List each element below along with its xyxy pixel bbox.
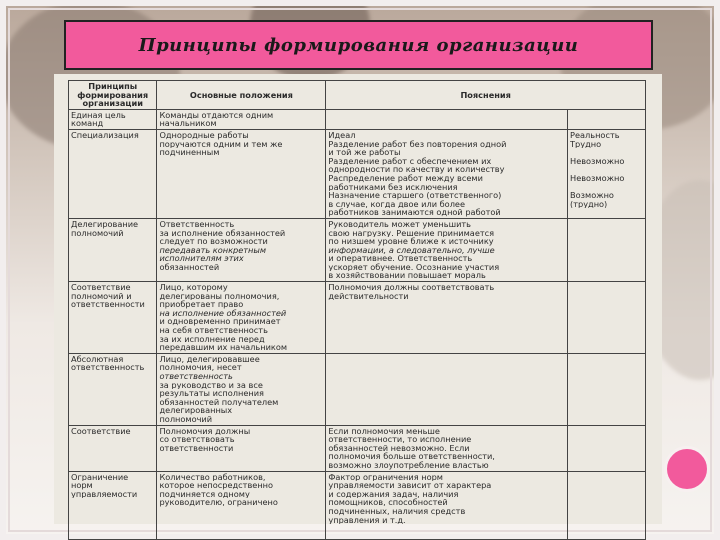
- cell-text-line: делегированных: [159, 406, 233, 415]
- header-explanations: Пояснения: [326, 81, 646, 110]
- cell-text-line: следует по возможности: [159, 237, 268, 246]
- principle-cell: [69, 471, 157, 539]
- table-row: [69, 109, 646, 129]
- slide-title: Принципы формирования организации: [138, 34, 579, 56]
- cell-text-line: обязанностей получателем: [159, 397, 279, 407]
- cell-text-line: ускоряет обучение. Осознание участия: [328, 262, 500, 272]
- cell-text-line: информации, а следовательно, лучше: [328, 245, 495, 255]
- cell-text-line: Разделение работ с обеспечением их: [328, 156, 492, 166]
- cell-text-line: Назначение старшего (ответственного): [328, 191, 502, 200]
- main-provision-cell: [157, 109, 326, 129]
- reality-cell: [568, 129, 646, 218]
- principle-cell: [69, 353, 157, 425]
- cell-text-line: действительности: [328, 291, 409, 301]
- table-row: [69, 425, 646, 471]
- cell-text-line: и одновременно принимает: [159, 317, 281, 327]
- cell-text-line: возможно злоупотребление властью: [328, 460, 489, 470]
- table-row: [69, 471, 646, 539]
- cell-text-line: Разделение работ без повторения одной: [328, 139, 507, 149]
- cell-text-line: делегированы полномочия,: [159, 291, 280, 301]
- cell-text-line: Абсолютная: [71, 354, 124, 364]
- cell-text-line: обязанностей: [159, 262, 220, 272]
- cell-text-line: Специализация: [71, 130, 139, 140]
- cell-text-line: Количество работников,: [159, 472, 266, 482]
- main-provision-cell: [157, 425, 326, 471]
- cell-text-line: и той же работы: [328, 148, 401, 157]
- cell-text-line: [570, 165, 643, 174]
- cell-text-line: исполнителям этих: [159, 254, 244, 263]
- cell-text-line: Полномочия должны соответствовать: [328, 283, 495, 292]
- cell-text-line: подчиненным: [159, 148, 220, 157]
- cell-text-line: со ответствовать: [159, 435, 235, 444]
- principle-cell: [69, 129, 157, 218]
- cell-text-line: Однородные работы: [159, 130, 249, 140]
- cell-text-line: Руководитель может уменьшить: [328, 219, 472, 229]
- cell-text-line: в хозяйствовании повышает мораль: [328, 271, 486, 281]
- cell-text-line: свою нагрузку. Решение принимается: [328, 228, 495, 238]
- cell-text-line: Распределение работ между всеми: [328, 173, 483, 183]
- cell-text-line: Ответственность: [159, 219, 235, 229]
- cell-text-line: Возможно: [570, 191, 614, 200]
- reality-cell: [568, 109, 646, 129]
- principle-cell: [69, 109, 157, 129]
- cell-text-line: [570, 148, 643, 157]
- cell-text-line: ответственности, то исполнение: [328, 435, 472, 444]
- cell-text-line: однородности по качеству и количеству: [328, 165, 505, 174]
- principle-cell: [69, 425, 157, 471]
- main-provision-cell: [157, 471, 326, 539]
- cell-text-line: команд: [71, 119, 104, 128]
- decorative-circle: [664, 446, 710, 492]
- cell-text-line: Невозможно: [570, 173, 625, 183]
- cell-text-line: передавать конкретным: [159, 245, 267, 255]
- cell-text-line: Идеал: [328, 130, 356, 140]
- cell-text-line: управляемости: [71, 489, 138, 499]
- cell-text-line: за их исполнение перед: [159, 334, 265, 344]
- explanation-cell: [326, 471, 568, 539]
- cell-text-line: полномочий: [159, 414, 213, 424]
- cell-text-line: Фактор ограничения норм: [328, 472, 443, 482]
- cell-text-line: Реальность: [570, 130, 620, 140]
- reality-cell: [568, 471, 646, 539]
- cell-text-line: на себя ответственность: [159, 326, 268, 335]
- cell-text-line: Трудно: [570, 139, 602, 149]
- cell-text-line: полномочия, несет: [159, 363, 242, 372]
- main-provision-cell: [157, 218, 326, 281]
- cell-text-line: Команды отдаются одним: [159, 110, 274, 120]
- cell-text-line: (трудно): [570, 199, 608, 209]
- cell-text-line: подчиненных, наличия средств: [328, 506, 466, 516]
- cell-text-line: помощников, способностей: [328, 498, 448, 507]
- reality-cell: [568, 425, 646, 471]
- table-row: [69, 218, 646, 281]
- main-provision-cell: [157, 129, 326, 218]
- explanation-cell: [326, 353, 568, 425]
- cell-text-line: приобретает право: [159, 300, 244, 309]
- cell-text-line: ответственности: [71, 300, 145, 309]
- header-principles: Принципы формирования организации: [69, 81, 157, 110]
- cell-text-line: передавшим их начальником: [159, 343, 288, 352]
- table-header-row: [69, 81, 646, 110]
- cell-text-line: управляемости зависит от характера: [328, 481, 492, 490]
- cell-text-line: и оперативнее. Ответственность: [328, 254, 473, 263]
- cell-text-line: [570, 183, 643, 192]
- cell-text-line: начальником: [159, 119, 217, 128]
- reality-cell: [568, 353, 646, 425]
- cell-text-line: управления и т.д.: [328, 515, 406, 525]
- principles-table: [68, 80, 646, 540]
- cell-text-line: работников занимаются одной работой: [328, 208, 501, 217]
- cell-text-line: ответственность: [71, 363, 145, 372]
- cell-text-line: Невозможно: [570, 156, 625, 166]
- explanation-cell: [326, 425, 568, 471]
- cell-text-line: Соответствие: [71, 283, 131, 292]
- reality-cell: [568, 218, 646, 281]
- cell-text-line: за исполнение обязанностей: [159, 228, 286, 238]
- explanation-cell: [326, 218, 568, 281]
- cell-text-line: полномочий и: [71, 291, 132, 301]
- header-main-provisions: Основные положения: [157, 81, 326, 110]
- cell-text-line: на исполнение обязанностей: [159, 308, 287, 318]
- cell-text-line: поручаются одним и тем же: [159, 139, 283, 149]
- principle-cell: [69, 218, 157, 281]
- title-bar: [64, 20, 653, 70]
- cell-text-line: в случае, когда двое или более: [328, 199, 465, 209]
- cell-text-line: результаты исполнения: [159, 389, 264, 398]
- table-row: [69, 129, 646, 218]
- cell-text-line: полномочия больше ответственности,: [328, 452, 495, 461]
- cell-text-line: полномочий: [71, 228, 124, 238]
- cell-text-line: Делегирование: [71, 219, 139, 229]
- cell-text-line: обязанностей невозможно. Если: [328, 443, 470, 453]
- cell-text-line: Лицо, делегировавшее: [159, 354, 260, 364]
- cell-text-line: работниками без исключения: [328, 182, 458, 192]
- cell-text-line: Полномочия должны: [159, 426, 251, 436]
- cell-text-line: Единая цель: [71, 110, 126, 120]
- main-provision-cell: [157, 353, 326, 425]
- table-row: [69, 282, 646, 354]
- cell-text-line: Соответствие: [71, 426, 131, 436]
- main-provision-cell: [157, 282, 326, 354]
- cell-text-line: подчиняется одному: [159, 489, 250, 499]
- table-row: [69, 353, 646, 425]
- cell-text-line: и содержания задач, наличия: [328, 489, 459, 499]
- cell-text-line: руководителю, ограничено: [159, 498, 278, 507]
- cell-text-line: Если полномочия меньше: [328, 426, 440, 436]
- cell-text-line: по низшем уровне ближе к источнику: [328, 237, 494, 246]
- principle-cell: [69, 282, 157, 354]
- cell-text-line: которое непосредственно: [159, 481, 274, 490]
- cell-text-line: Ограничение: [71, 472, 129, 482]
- explanation-cell: [326, 282, 568, 354]
- explanation-cell: [326, 129, 568, 218]
- reality-cell: [568, 282, 646, 354]
- scanned-document: [54, 74, 662, 524]
- cell-text-line: норм: [71, 481, 93, 490]
- cell-text-line: Лицо, которому: [159, 283, 228, 292]
- explanation-cell: [326, 109, 568, 129]
- cell-text-line: ответственности: [159, 443, 234, 453]
- cell-text-line: за руководство и за все: [159, 380, 263, 390]
- cell-text-line: ответственность: [159, 372, 233, 381]
